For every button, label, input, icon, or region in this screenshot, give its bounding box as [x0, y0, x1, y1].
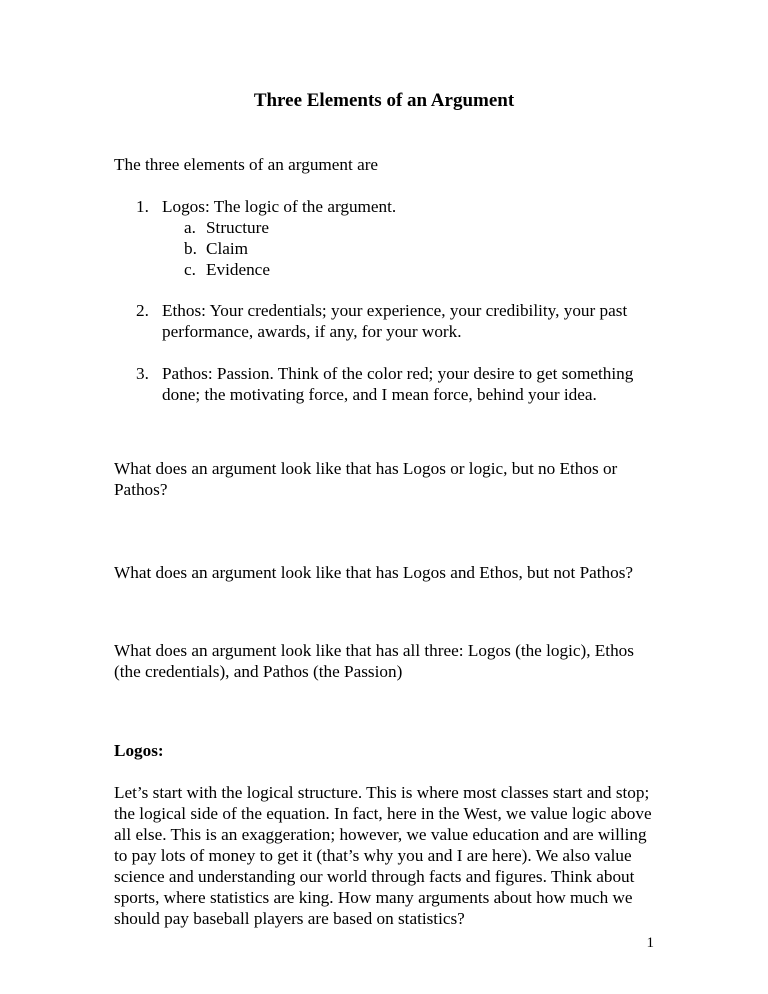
- list-item-2-text: Ethos: Your credentials; your experience, your credibility, your past performance, awards, if any, for your work.: [162, 301, 628, 341]
- question-1: What does an argument look like that has Logos or logic, but no Ethos or Pathos?: [114, 459, 618, 499]
- subitem-letter: b.: [184, 239, 197, 258]
- question-3: What does an argument look like that has all three: Logos (the logic), Ethos (the credentials), and Pathos (the Passion): [114, 641, 634, 681]
- subitem-text: Claim: [206, 239, 249, 258]
- intro-text: The three elements of an argument are: [114, 155, 379, 174]
- page-number: 1: [646, 935, 654, 951]
- subitem-text: Evidence: [206, 260, 270, 279]
- section-heading-logos: Logos:: [114, 741, 164, 760]
- page-title: Three Elements of an Argument: [253, 90, 515, 111]
- subitem-text: Structure: [206, 218, 270, 237]
- list-item-3-text: Pathos: Passion. Think of the color red; your desire to get something done; the motivating force, and I mean force, behind your idea.: [162, 364, 634, 404]
- list-item-1-text: Logos: The logic of the argument.: [162, 197, 397, 216]
- list-number-3: 3.: [136, 364, 149, 383]
- logos-paragraph: Let’s start with the logical structure. This is where most classes start and stop; the logical side of the equation. In fact, here in the West, we value logic above all else. This is an exaggeration; however, we value education and are willing to pay lots of money to get it (that’s why you and I are here). We also value science and understanding our world through facts and figures. Think about sports, where statistics are king. How many arguments about how much we should pay baseball players are based on statistics?: [114, 783, 652, 928]
- list-number-2: 2.: [136, 301, 149, 320]
- list-number-1: 1.: [136, 197, 149, 216]
- question-2: What does an argument look like that has Logos and Ethos, but not Pathos?: [114, 563, 634, 582]
- subitem-letter: a.: [184, 218, 196, 237]
- subitem-letter: c.: [184, 260, 196, 279]
